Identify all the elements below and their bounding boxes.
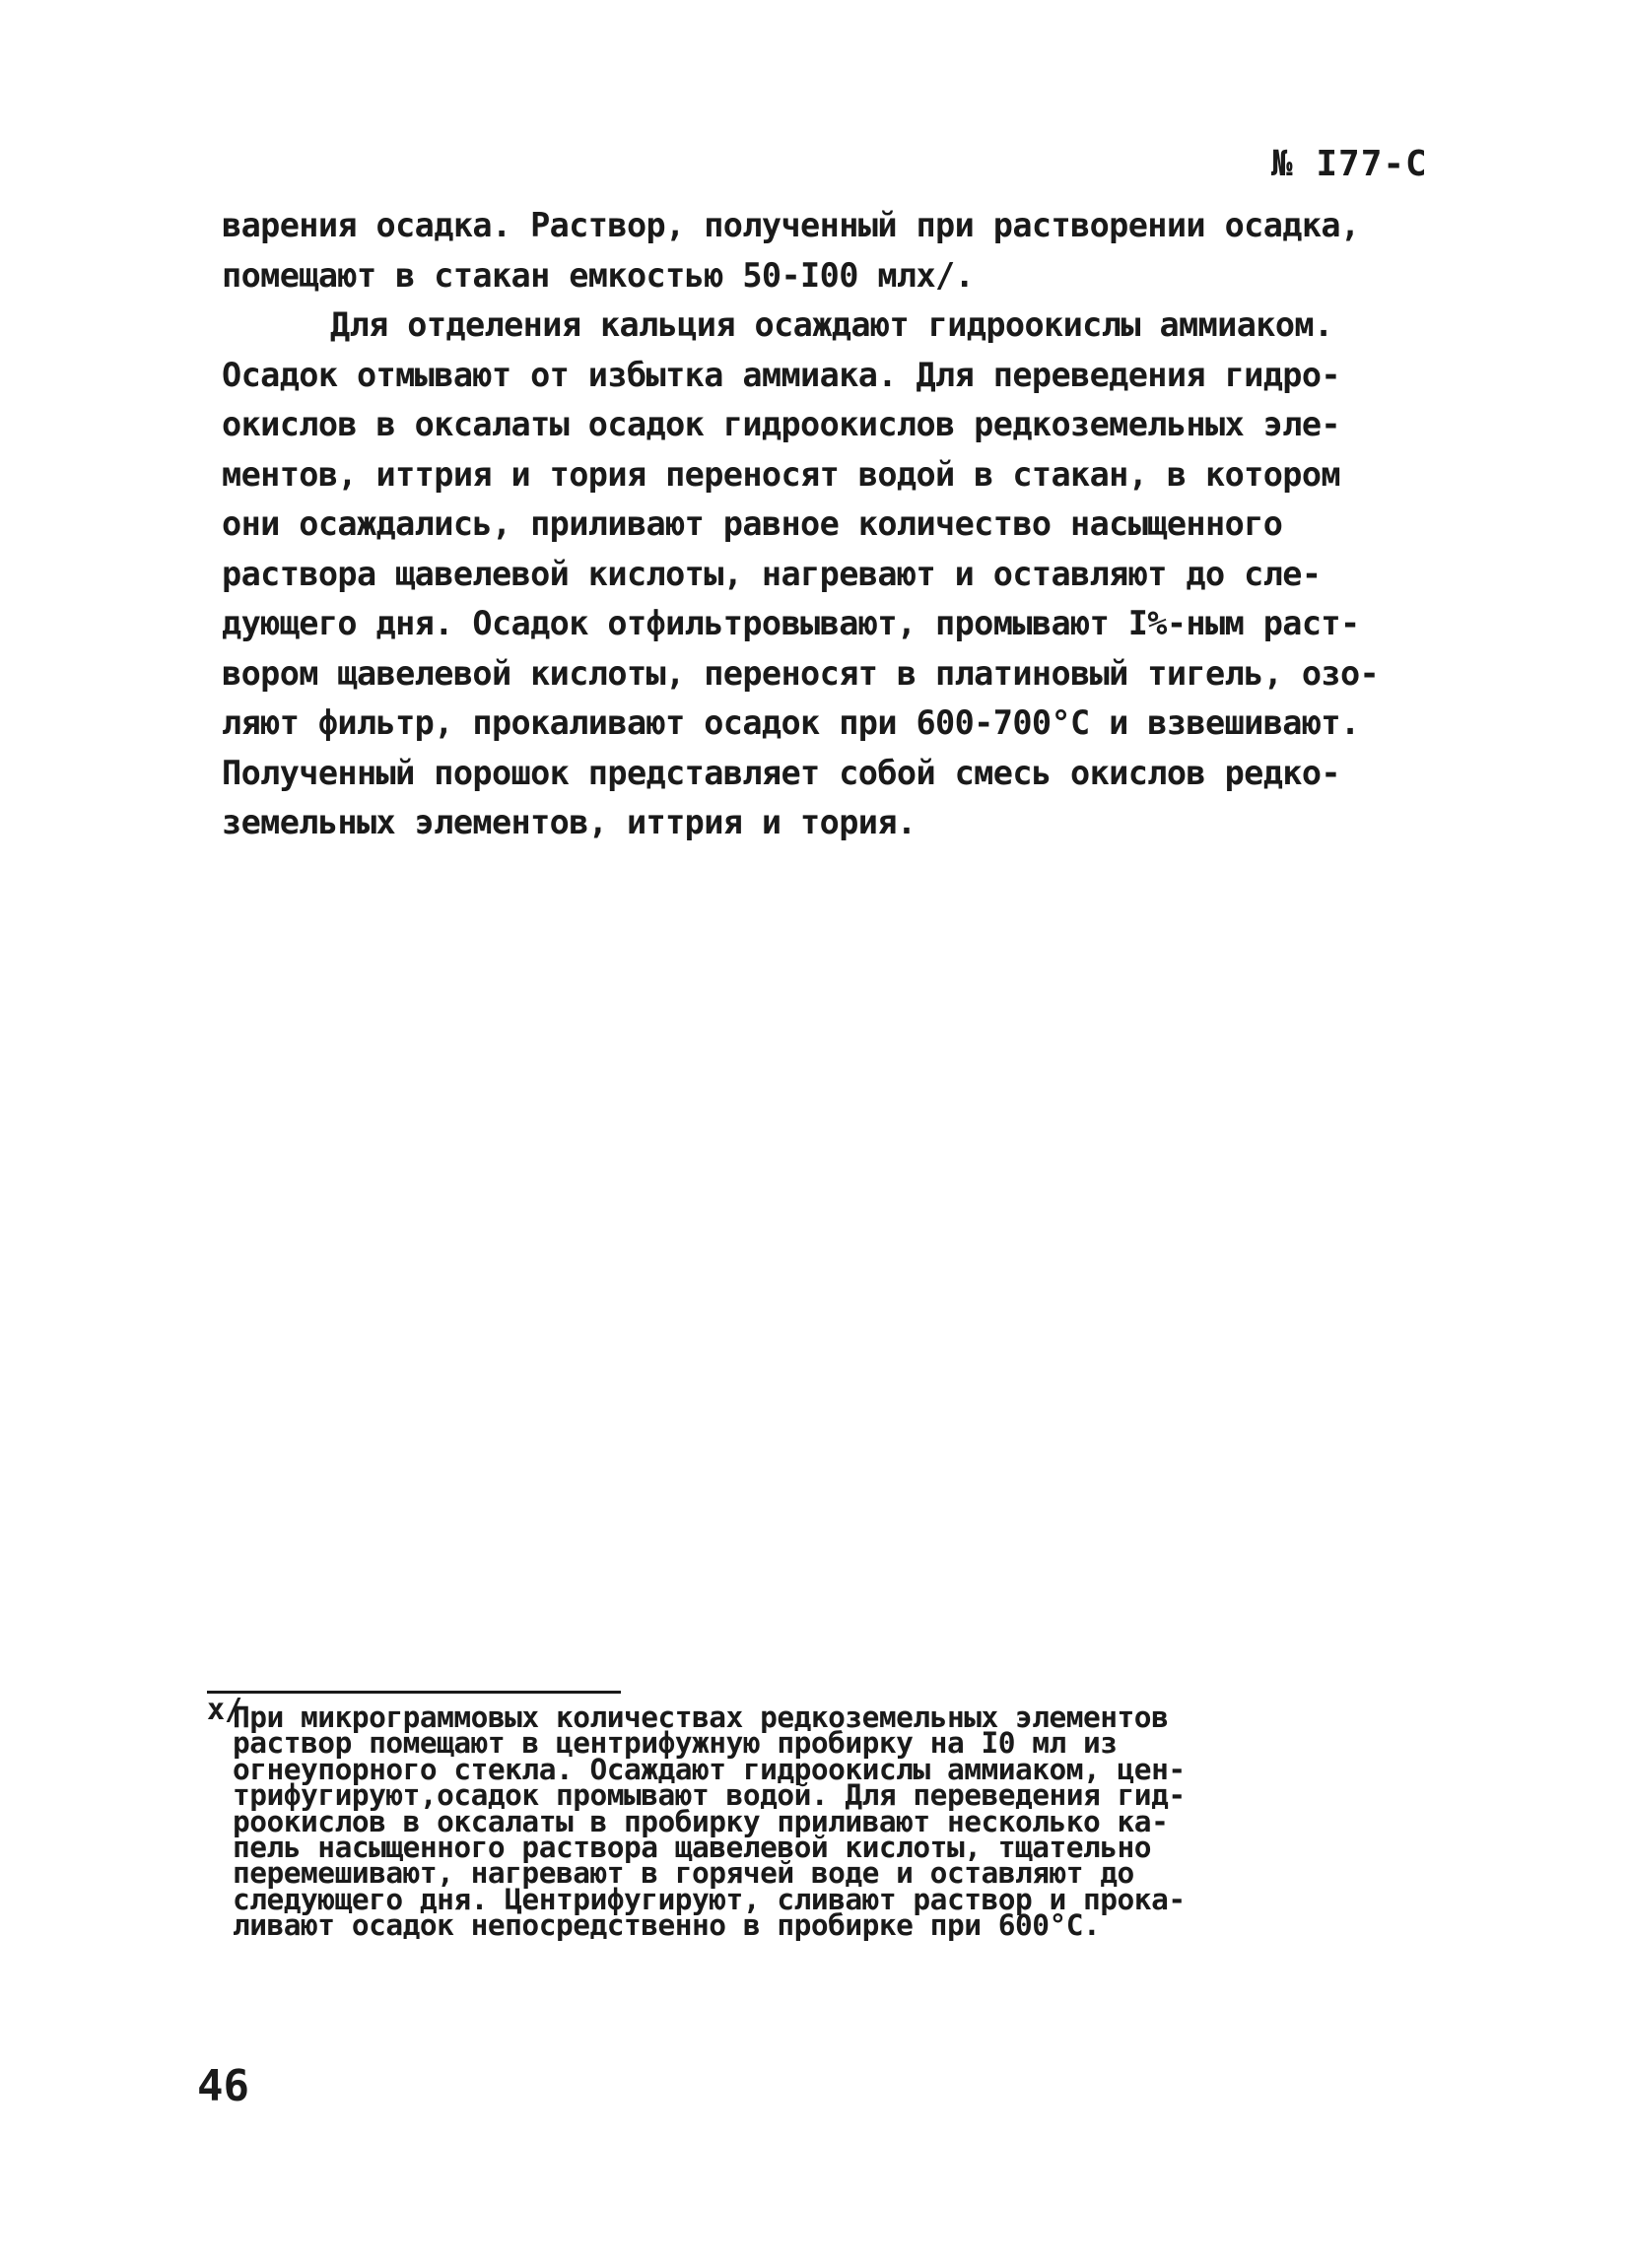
text-line: Полученный порошок представляет собой смесь окислов редко- bbox=[222, 753, 1340, 792]
text-line: земельных элементов, иттрия и тория. bbox=[222, 803, 917, 841]
text-line: раствора щавелевой кислоты, нагревают и оставляют до сле- bbox=[222, 554, 1322, 593]
text-line: ляют фильтр, прокаливают осадок при 600-700°С и взвешивают. bbox=[222, 703, 1360, 742]
text-line: варения осадка. Раствор, полученный при растворении осадка, bbox=[222, 206, 1360, 244]
footnote-line: перемешивают, нагревают в горячей воде и оставляют до bbox=[233, 1856, 1134, 1891]
text-line: Для отделения кальция осаждают гидроокислы аммиаком. bbox=[330, 305, 1333, 344]
footnote-line: При микрограммовых количествах редкоземельных элементов bbox=[233, 1701, 1169, 1734]
text-line: Осадок отмывают от избытка аммиака. Для переведения гидро- bbox=[222, 355, 1340, 394]
main-text-block bbox=[222, 201, 1444, 848]
footnote-mark: x/ bbox=[207, 1693, 243, 1727]
footnote-line: пель насыщенного раствора щавелевой кислоты, тщательно bbox=[233, 1830, 1152, 1864]
footnote-line: раствор помещают в центрифужную пробирку на I0 мл из bbox=[233, 1726, 1118, 1761]
footnote-line: роокислов в оксалаты в пробирку приливают несколько ка- bbox=[233, 1804, 1169, 1838]
document-number: № I77-С bbox=[1271, 144, 1428, 184]
text-line: дующего дня. Осадок отфильтровывают, промывают I%-ным раст- bbox=[222, 604, 1360, 642]
text-line: помещают в стакан емкостью 50-I00 млx/. bbox=[222, 255, 975, 295]
footnote-block bbox=[233, 1701, 1425, 1943]
footnote-separator bbox=[207, 1691, 621, 1694]
footnote-line: огнеупорного стекла. Осаждают гидроокислы аммиаком, цен- bbox=[233, 1752, 1186, 1786]
text-line: вором щавелевой кислоты, переносят в платиновый тигель, озо- bbox=[222, 653, 1380, 693]
text-line: окислов в оксалаты осадок гидроокислов редкоземельных эле- bbox=[222, 405, 1340, 443]
page-number: 46 bbox=[197, 2061, 249, 2111]
text-line: они осаждались, приливают равное количество насыщенного bbox=[222, 504, 1283, 543]
footnote-line: следующего дня. Центрифугируют, сливают раствор и прока- bbox=[233, 1882, 1186, 1916]
footnote-line: ливают осадок непосредственно в пробирке при 600°С. bbox=[233, 1908, 1101, 1943]
text-line: ментов, иттрия и тория переносят водой в стакан, в котором bbox=[222, 454, 1340, 494]
footnote-line: трифугируют,осадок промывают водой. Для переведения гид- bbox=[233, 1778, 1186, 1813]
